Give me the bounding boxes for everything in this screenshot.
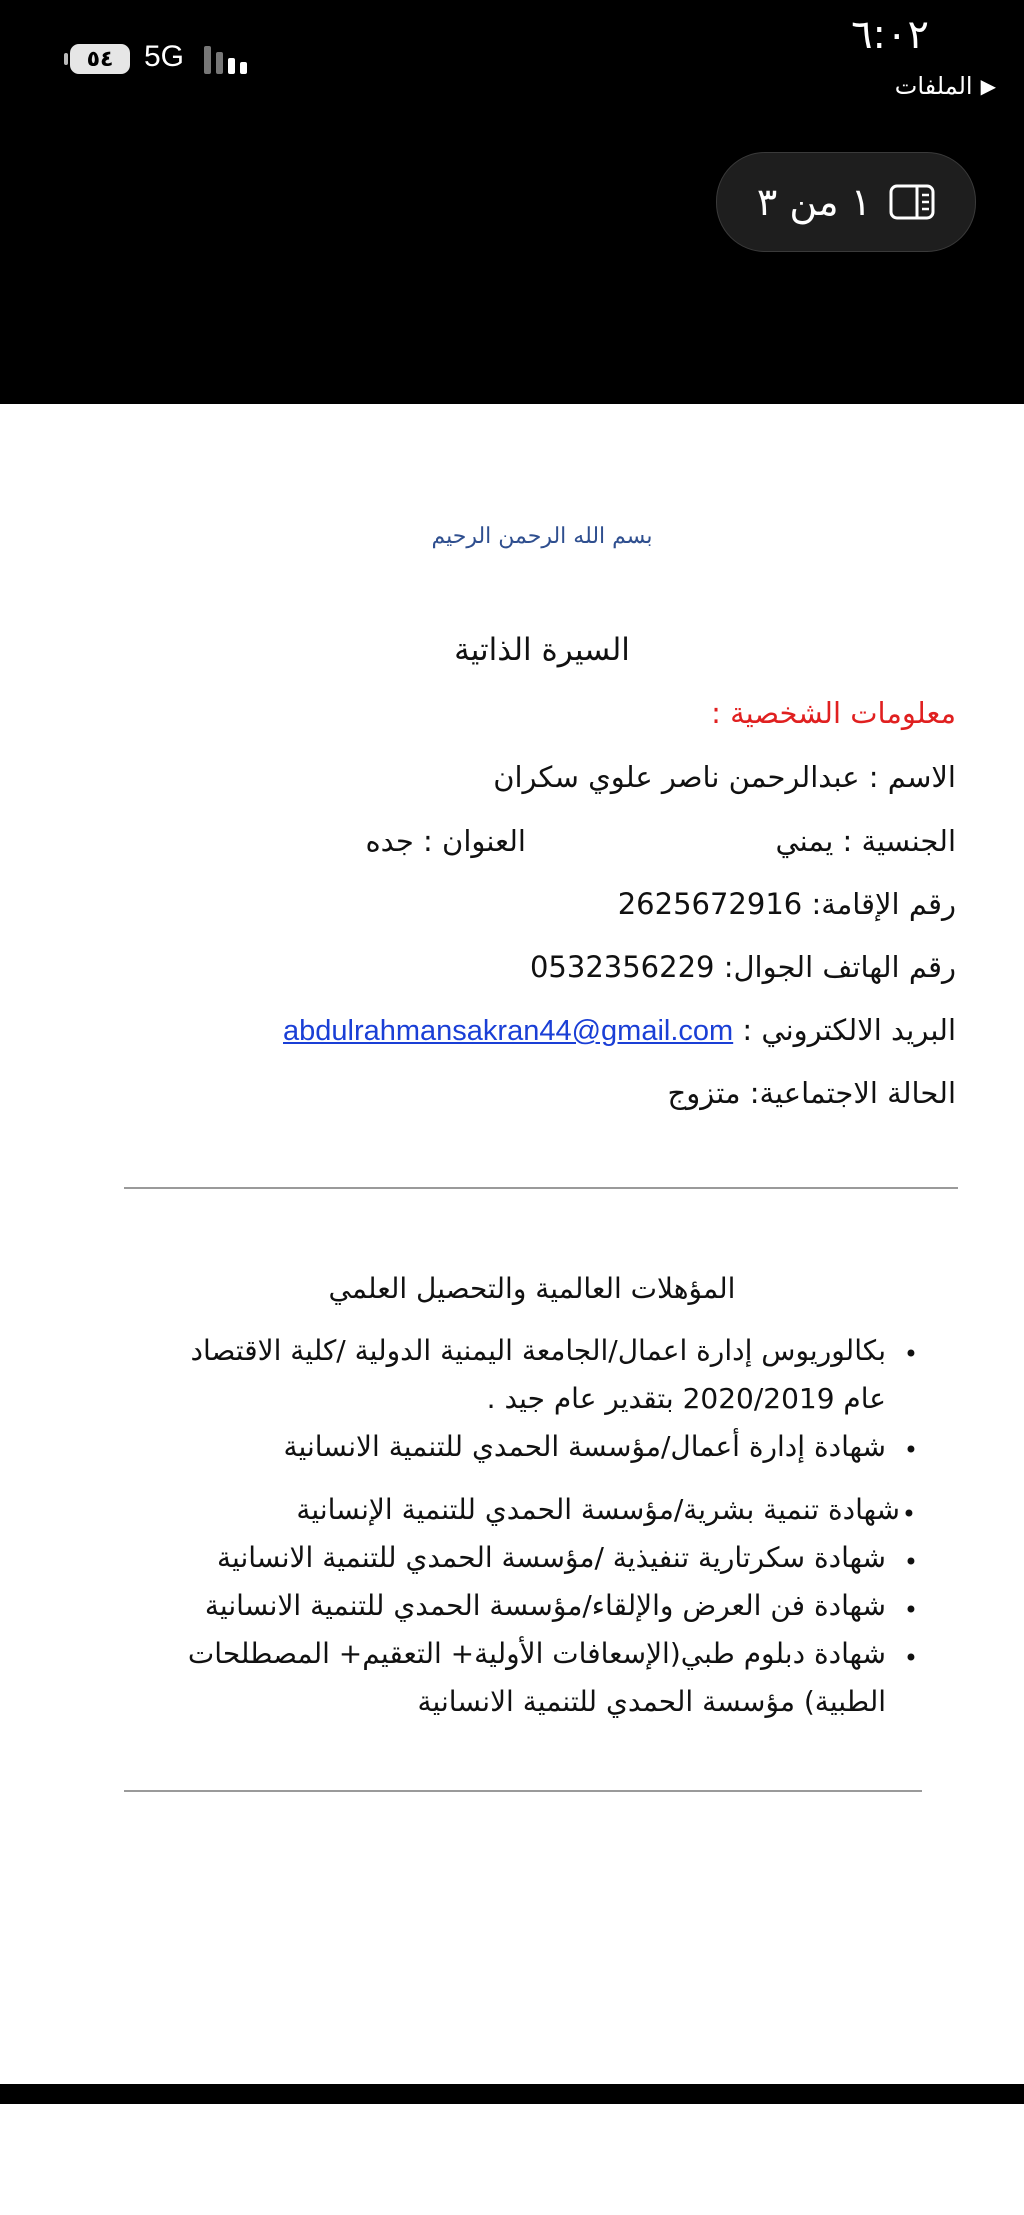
back-label: الملفات xyxy=(894,72,973,100)
battery-icon: ٥٤ xyxy=(70,44,130,74)
bullet: • xyxy=(903,1340,918,1368)
bottom-area xyxy=(0,2104,1024,2215)
bullet: • xyxy=(903,1548,918,1576)
bullet: • xyxy=(903,1644,918,1672)
nationality-address-line xyxy=(365,824,957,858)
name-line: الاسم : عبدالرحمن ناصر علوي سكران xyxy=(493,760,956,794)
qualification-item: شهادة سكرتارية تنفيذية /مؤسسة الحمدي للتنمية الانسانية xyxy=(216,1541,886,1574)
network-type: 5G xyxy=(144,40,185,73)
personal-info-heading: معلومات الشخصية : xyxy=(711,696,956,730)
basmala: بسم الله الرحمن الرحيم xyxy=(431,524,653,549)
iqama-number-line: رقم الإقامة: 2625672916 xyxy=(617,887,956,921)
page-indicator-text: ١ من ٣ xyxy=(756,180,872,224)
page-sidebar-icon xyxy=(889,184,935,220)
phone-number-line: رقم الهاتف الجوال: 0532356229 xyxy=(529,950,956,984)
nationality: الجنسية : يمني xyxy=(775,824,956,858)
email-line xyxy=(283,1013,956,1048)
page-indicator-pill[interactable] xyxy=(716,152,976,252)
email-label: البريد الالكتروني : xyxy=(742,1013,956,1047)
qualification-item: بكالوريوس إدارة اعمال/الجامعة اليمنية الدولية /كلية الاقتصاد xyxy=(190,1334,886,1367)
bullet: • xyxy=(903,1596,918,1624)
battery-terminal xyxy=(64,53,68,65)
back-to-files-link[interactable] xyxy=(895,72,996,100)
qualification-item: شهادة دبلوم طبي(الإسعافات الأولية+ التعقيم+ المصطلحات xyxy=(187,1637,886,1670)
address: العنوان : جده xyxy=(365,824,526,858)
status-bar xyxy=(0,0,1024,120)
divider xyxy=(124,1790,922,1792)
qualification-item: الطبية) مؤسسة الحمدي للتنمية الانسانية xyxy=(417,1685,886,1718)
back-triangle-icon: ▶ xyxy=(980,74,996,98)
cv-title: السيرة الذاتية xyxy=(454,632,630,668)
bottom-black-strip xyxy=(0,2084,1024,2104)
qualification-item: شهادة فن العرض والإلقاء/مؤسسة الحمدي للتنمية الانسانية xyxy=(204,1589,886,1622)
bullet: • xyxy=(901,1500,916,1528)
signal-strength-icon xyxy=(202,44,252,76)
bullet: • xyxy=(903,1436,918,1464)
email-link[interactable]: abdulrahmansakran44@gmail.com xyxy=(283,1015,734,1047)
qualification-item: شهادة إدارة أعمال/مؤسسة الحمدي للتنمية الانسانية xyxy=(283,1430,886,1463)
clock: ٦:٠٢ xyxy=(851,12,929,58)
qualification-item: شهادة تنمية بشرية/مؤسسة الحمدي للتنمية الإنسانية xyxy=(296,1493,900,1526)
document-page xyxy=(0,404,1024,2084)
qualification-item: عام 2020/2019 بتقدير عام جيد . xyxy=(486,1382,886,1415)
marital-status-line: الحالة الاجتماعية: متزوج xyxy=(667,1076,956,1110)
qualifications-heading: المؤهلات العالمية والتحصيل العلمي xyxy=(328,1272,736,1305)
divider xyxy=(124,1187,958,1189)
